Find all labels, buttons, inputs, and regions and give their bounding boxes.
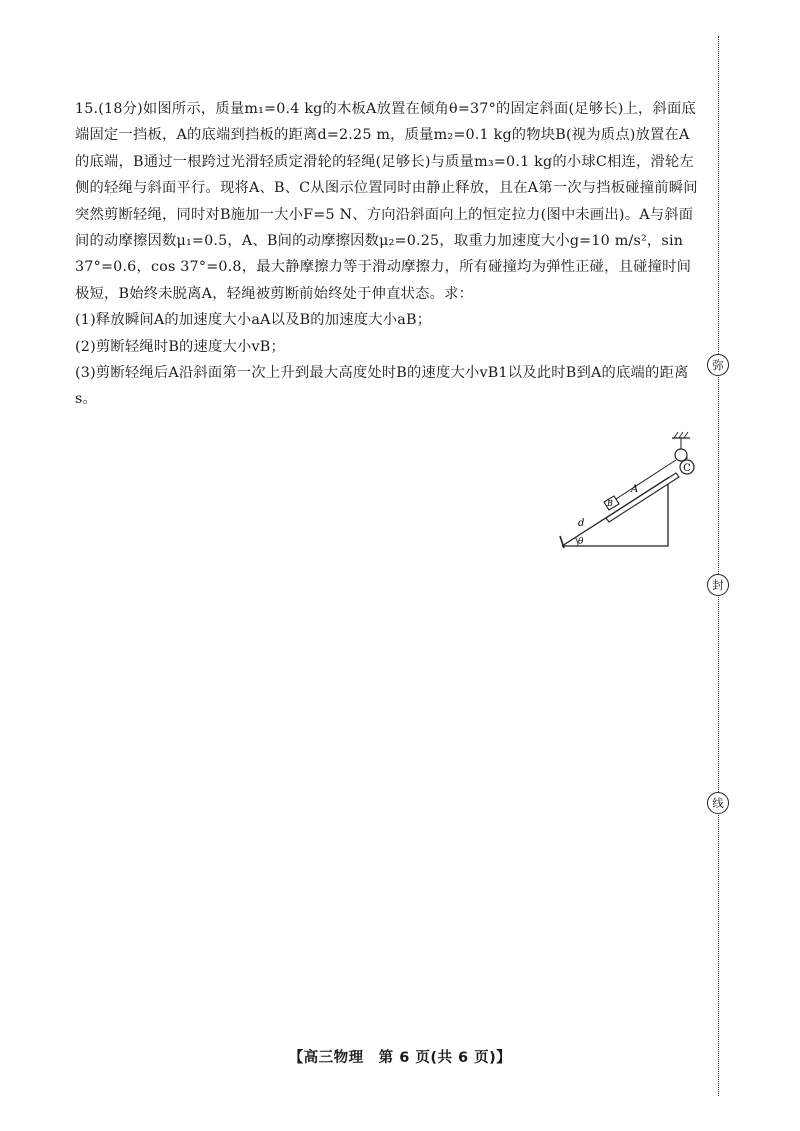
problem-15 [75,96,703,413]
seal-mi: 弥 [707,354,729,376]
label-theta: θ [578,537,584,547]
pulley-hatch-2 [679,432,683,438]
label-a: A [631,484,639,495]
question-2: (2)剪断轻绳时B的速度大小vB； [75,338,286,355]
pulley-hatch-1 [674,432,678,438]
page-footer: 【高三物理 第 6 页(共 6 页)】 [288,1050,512,1066]
question-3: (3)剪断轻绳后A沿斜面第一次上升到最大高度处时B的速度大小vB1以及此时B到A的底端的距离s。 [75,365,689,408]
seal-xian: 线 [707,792,729,814]
seal-feng: 封 [707,574,729,596]
label-c: C [683,463,691,474]
problem-stem: 15.(18分)如图所示，质量m₁=0.4 kg的木板A放置在倾角θ=37°的固定斜面(足够长)上，斜面底端固定一挡板，A的底端到挡板的距离d=2.25 m，质量m₂=0.1 kg的物块B(视为质点)放置在A的底端，B通过一根跨过光滑轻质定滑轮的轻绳(足够长)与质量m₃=0.1 kg的小球C相连，滑轮左侧的轻绳与斜面平行。现将A、B、C从图示位置同时由静止释放，且在A第一次与挡板碰撞前瞬间突然剪断轻绳，同时对B施加一大小F=5 N、方向沿斜面向上的恒定拉力(图中未画出)。A与斜面间的动摩擦因数μ₁=0.5，A、B间的动摩擦因数μ₂=0.25，取重力加速度大小g=10 m/s²，sin 37°=0.6，cos 37°=0.8，最大静摩擦力等于滑动摩擦力，所有碰撞均为弹性正碰，且碰撞时间极短，B始终未脱离A，轻绳被剪断前始终处于伸直状态。求： [74,101,698,302]
label-d: d [578,518,585,529]
question-1: (1)释放瞬间A的加速度大小aA以及B的加速度大小aB； [75,312,432,329]
incline-diagram [548,422,708,558]
seal-line [718,36,719,1096]
pulley-hatch-3 [684,432,688,438]
label-b: B [607,499,613,508]
pulley [675,449,687,461]
